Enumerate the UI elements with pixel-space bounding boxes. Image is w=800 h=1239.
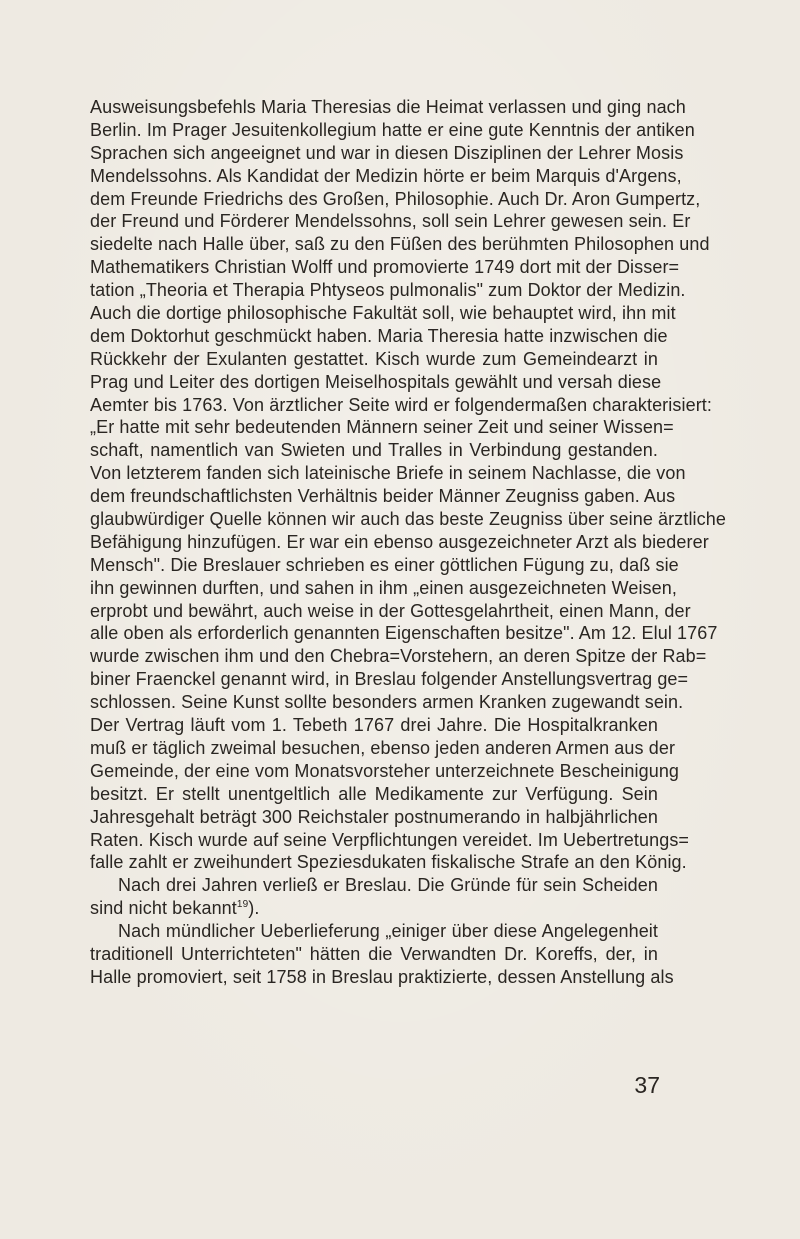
text-line: muß er täglich zweimal besuchen, ebenso jeden anderen Armen aus der: [90, 737, 676, 758]
footnote-reference: 19: [236, 899, 249, 911]
text-line: siedelte nach Halle über, saß zu den Füßen des berühmten Philosophen und: [90, 234, 710, 255]
text-line: Befähigung hinzufügen. Er war ein ebenso ausgezeichneter Arzt als biederer: [90, 531, 709, 552]
text-line: Von letzterem fanden sich lateinische Briefe in seinem Nachlasse, die von: [90, 463, 686, 484]
text-line: Auch die dortige philosophische Fakultät soll, wie behauptet wird, ihn mit: [90, 303, 676, 324]
text-line: [90, 897, 658, 920]
text-line: dem Doktorhut geschmückt haben. Maria Theresia hatte inzwischen die: [90, 325, 668, 346]
text-line: Mensch". Die Breslauer schrieben es einer göttlichen Fügung zu, daß sie: [90, 554, 679, 575]
body-text: [90, 96, 726, 989]
text-line: alle oben als erforderlich genannten Eigenschaften besitze". Am 12. Elul 1767: [90, 623, 718, 644]
text-line: Nach mündlicher Ueberlieferung „einiger über diese Angelegenheit: [118, 921, 658, 942]
text-line-body: sind nicht bekannt: [90, 898, 237, 919]
text-line: Ausweisungsbefehls Maria Theresias die Heimat verlassen und ging nach: [90, 97, 686, 117]
page-number: 37: [634, 1072, 660, 1098]
text-line: Prag und Leiter des dortigen Meiselhospitals gewählt und versah diese: [90, 371, 662, 392]
text-line: ihn gewinnen durften, und sahen in ihm „einen ausgezeichneten Weisen,: [90, 577, 677, 598]
text-line: biner Fraenckel genannt wird, in Breslau folgender Anstellungsvertrag ge=: [90, 669, 689, 690]
text-line: Berlin. Im Prager Jesuitenkollegium hatte er eine gute Kenntnis der antiken: [90, 119, 695, 140]
text-line: Mendelssohns. Als Kandidat der Medizin hörte er beim Marquis d'Argens,: [90, 165, 682, 186]
text-line-tail: ).: [248, 898, 260, 919]
text-line: schlossen. Seine Kunst sollte besonders armen Kranken zugewandt sein.: [90, 692, 684, 713]
text-line: Rückkehr der Exulanten gestattet. Kisch wurde zum Gemeindearzt in: [90, 348, 658, 369]
text-line: Der Vertrag läuft vom 1. Tebeth 1767 drei Jahre. Die Hospitalkranken: [90, 715, 658, 736]
text-line: der Freund und Förderer Mendelssohns, soll sein Lehrer gewesen sein. Er: [90, 211, 691, 232]
text-line: dem Freunde Friedrichs des Großen, Philosophie. Auch Dr. Aron Gumpertz,: [90, 188, 701, 209]
text-line: erprobt und bewährt, auch weise in der Gottesgelahrtheit, einen Mann, der: [90, 600, 691, 621]
text-line: glaubwürdiger Quelle können wir auch das beste Zeugniss über seine ärztliche: [90, 509, 726, 530]
text-line: besitzt. Er stellt unentgeltlich alle Medikamente zur Verfügung. Sein: [90, 783, 658, 804]
text-line: traditionell Unterrichteten" hätten die Verwandten Dr. Koreffs, der, in: [90, 943, 658, 964]
text-line: Sprachen sich angeeignet und war in diesen Disziplinen der Lehrer Mosis: [90, 142, 684, 163]
text-line: Nach drei Jahren verließ er Breslau. Die Gründe für sein Scheiden: [118, 875, 658, 896]
text-line: Mathematikers Christian Wolff und promovierte 1749 dort mit der Disser=: [90, 257, 680, 278]
text-line: Jahresgehalt beträgt 300 Reichstaler postnumerando in halbjährlichen: [90, 806, 658, 827]
text-line: Raten. Kisch wurde auf seine Verpflichtungen vereidet. Im Uebertretungs=: [90, 829, 690, 850]
text-line: Gemeinde, der eine vom Monatsvorsteher unterzeichnete Bescheinigung: [90, 760, 680, 781]
text-line: wurde zwischen ihm und den Chebra=Vorstehern, an deren Spitze der Rab=: [90, 646, 707, 667]
text-line: schaft, namentlich van Swieten und Tralles in Verbindung gestanden.: [90, 440, 658, 461]
text-line: Halle promoviert, seit 1758 in Breslau praktizierte, dessen Anstellung als: [90, 966, 674, 987]
text-line: tation „Theoria et Therapia Phtyseos pulmonalis" zum Doktor der Medizin.: [90, 280, 686, 301]
text-line: Aemter bis 1763. Von ärztlicher Seite wird er folgendermaßen charakterisiert:: [90, 394, 712, 415]
text-line: „Er hatte mit sehr bedeutenden Männern seiner Zeit und seiner Wissen=: [90, 417, 674, 438]
text-line: falle zahlt er zweihundert Speziesdukaten fiskalische Strafe an den König.: [90, 852, 687, 873]
text-line: dem freundschaftlichsten Verhältnis beider Männer Zeugniss gaben. Aus: [90, 486, 676, 507]
